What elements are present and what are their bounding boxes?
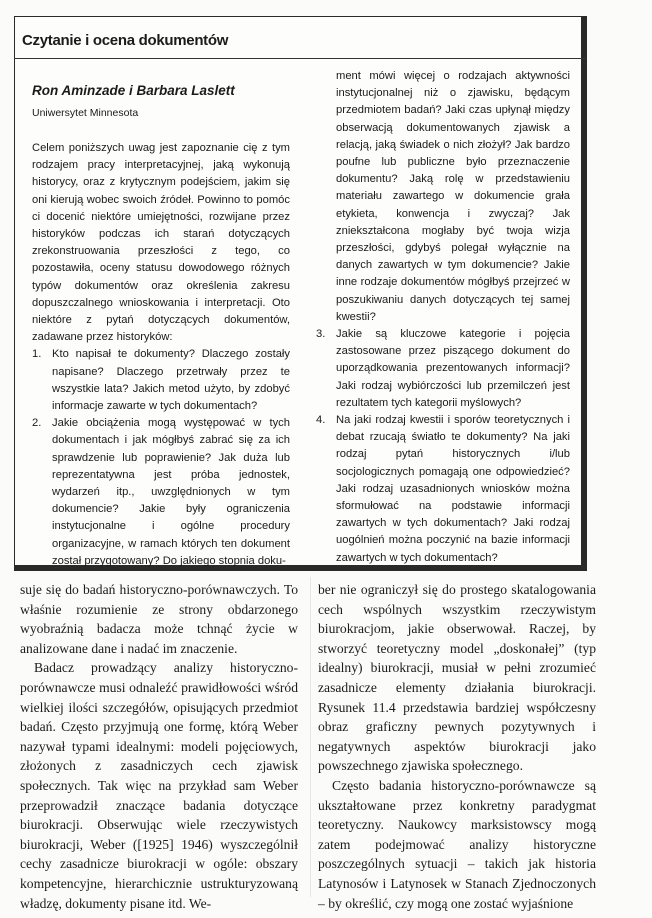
list-number: 2. bbox=[32, 417, 42, 430]
list-number: 1. bbox=[32, 348, 42, 361]
list-item bbox=[316, 326, 570, 412]
box-authors: Ron Aminzade i Barbara Laslett bbox=[32, 83, 235, 98]
list-item bbox=[32, 346, 290, 415]
box-left-column bbox=[32, 140, 290, 570]
list-number: 4. bbox=[316, 414, 326, 427]
box-title: Czytanie i ocena dokumentów bbox=[22, 32, 229, 49]
list-text: ment mówi więcej o rodzajach aktywności instytucjonalnej niż o zjawisku, będącym przedmiotem badań? Jaki czas upłynął między obserwacją dokumentowanych zjawisk a relacją, jaką świadek o nich złożył? Jak bardzo poufne lub publiczne było przeznaczenie dokumentu? Jaką rolę w przedstawieniu materiału zawartego w dokumencie grała etykieta, konwencja i zwyczaj? Jak zniekształcona mogłaby być twoja wizja przeszłości, gdybyś polegał wyłącznie na danych zawartych w tym dokumencie? Jakie inne rodzaje dokumentów mógłbyś przejrzeć w poszukiwaniu danych dotyczących tej samej kwestii? bbox=[336, 70, 570, 323]
list-number: 3. bbox=[316, 328, 326, 341]
box-intro: Celem poniższych uwag jest zapoznanie cię z tym rodzajem pracy interpretacyjnej, jaką wykonują historycy, oraz z krytycznym podejściem, jakim się oni kierują wobec swoich źródeł. Powinno to pomóc ci docenić niektóre umiejętności, rozwijane przez historyków podczas ich starań dotyczących zrekonstruowania przeszłości z tego, co pozostawiła, oceny statusu dowodowego różnych typów dokumentów oraz określenia zakresu dopuszczalnego wnioskowania i interpretacji. Oto niektóre z pytań dotyczących dokumentów, zadawane przez historyków: bbox=[32, 142, 290, 344]
body-paragraph: Często badania historyczno-porównawcze są ukształtowane przez konkretny paradygmat teoretyczny. Naukowcy marksistowscy mogą zatem podejmować analizy historyczne poszczególnych sytuacji – takich jak historia Latynosów i Latynosek w Stanach Zjednoczonych – by określić, czy mogą one zostać wyjaśnione bbox=[318, 777, 596, 911]
body-paragraph: ber nie ograniczył się do prostego skatalogowania cech wspólnych wszystkim rzeczywistym biurokracjom, jakie obserwował. Raczej, by stworzyć teoretyczny model „doskonałej” (typ idealny) biurokracji, musiał w pełni zrozumieć zasadnicze elementy działania biurokracji. Rysunek 11.4 przedstawia bardziej współczesny obraz graficzny pewnych pozytywnych i negatywnych aspektów biurokracji jako powszechnego zjawiska społecznego. bbox=[318, 582, 596, 774]
list-text: Na jaki rodzaj kwestii i sporów teoretycznych i debat rzucają światło te dokumenty? Na jaki rodzaj pytań historycznych i/lub socjologicznych pomagają one odpowiedzieć? Jaki rodzaj uzasadnionych wniosków można sformułować na podstawie informacji zawartych w tych dokumentach? Jaki rodzaj uogólnień można poczynić na bazie informacji zawartych w tych dokumentach? bbox=[336, 414, 570, 564]
list-text: Jakie są kluczowe kategorie i pojęcia zastosowane przez piszącego dokument do uporządkowania prezentowanych informacji? Jaki rodzaj wybiórczości lub przemilczeń jest rezultatem tych kategorii myślowych? bbox=[336, 328, 570, 409]
box-affiliation: Uniwersytet Minnesota bbox=[32, 107, 139, 119]
list-item bbox=[32, 415, 290, 570]
title-rule bbox=[14, 58, 586, 59]
body-left-column bbox=[20, 580, 298, 913]
body-paragraph: suje się do badań historyczno-porównawczych. To właśnie rozumienie ze strony obdarzonego wyobraźnią badacza może tchnąć życie w analizowane dane i nadać im znaczenie. bbox=[20, 582, 298, 656]
body-right-column bbox=[318, 580, 596, 913]
box-right-column bbox=[316, 68, 570, 567]
list-text: Jakie obciążenia mogą występować w tych dokumentach i jak mógłbyś zabrać się za ich sprawdzenie lub poprawienie? Jak duża lub reprezentatywna jest próba jednostek, wydarzeń itp., uwzględnionych w tym dokumencie? Jakie były ograniczenia instytucjonalne i ogólne procedury organizacyjne, w ramach których ten dokument został przygotowany? Do jakiego stopnia doku- bbox=[52, 417, 290, 567]
list-text: Kto napisał te dokumenty? Dlaczego zostały napisane? Dlaczego przetrwały przez te wszystkie lata? Jakich metod użyto, by zdobyć informacje zawarte w tych dokumentach? bbox=[52, 348, 290, 413]
list-item-continuation bbox=[316, 68, 570, 326]
list-item bbox=[316, 412, 570, 567]
body-paragraph: Badacz prowadzący analizy historyczno-porównawcze musi odnaleźć prawidłowości wśród wielkiej ilości szczegółów, opisujących przedmiot badań. Często przyjmują one formę, którą Weber nazywał typami idealnymi: modeli pojęciowych, złożonych z zasadniczych cech zjawisk społecznych. Tak więc na przykład sam Weber przeprowadził znaczące badania dotyczące biurokracji. Obserwując wiele rzeczywistych biurokracji, Weber ([1925] 1946) wyszczególnił cechy zasadnicze biurokracji w ogóle: obszary kompetencyjne, hierarchicznie ustrukturyzowaną władzę, dokumenty pisane itd. We- bbox=[20, 660, 298, 911]
column-gutter bbox=[310, 577, 311, 897]
